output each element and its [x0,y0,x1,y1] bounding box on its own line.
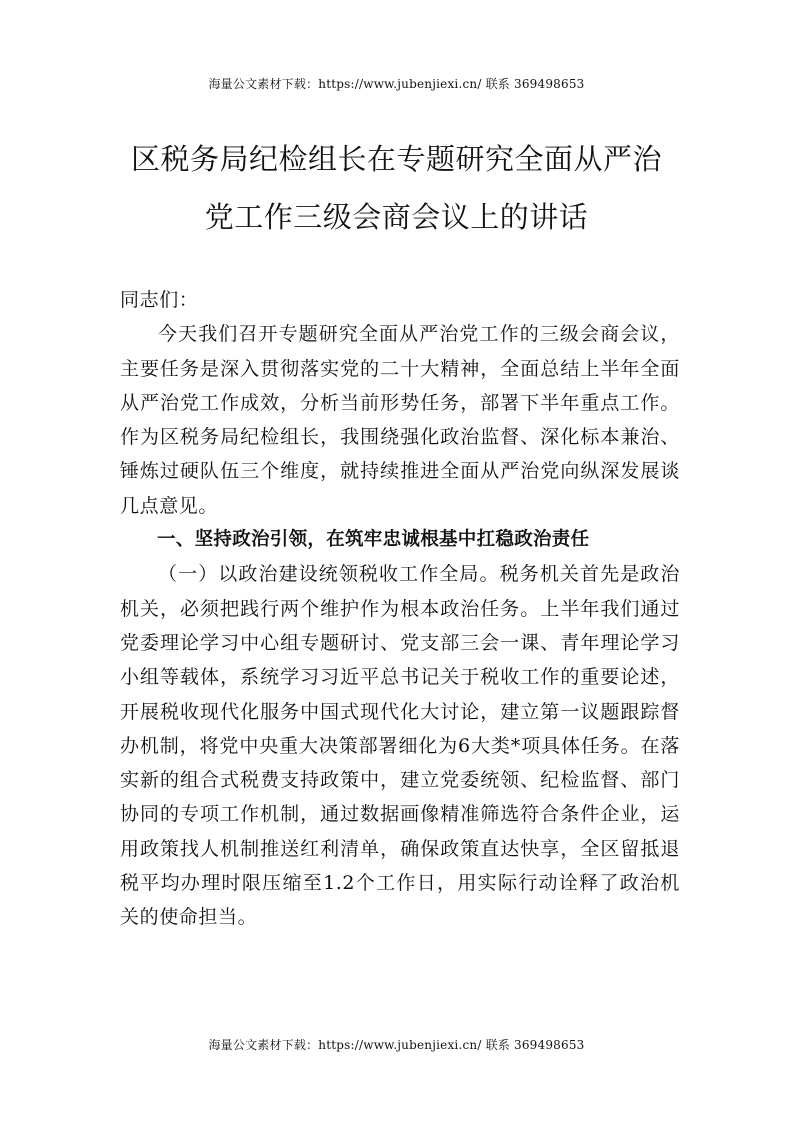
section-heading-1: 一、坚持政治引领，在筑牢忠诚根基中扛稳政治责任 [157,529,590,551]
document-title [60,130,733,246]
salutation: 同志们： [120,289,199,311]
header-source-note: 海量公文素材下载：https://www.jubenjiexi.cn/ 联系 369498653 [208,77,585,91]
subsection-paragraph-1 [120,557,680,934]
title-line-1: 区税务局纪检组长在专题研究全面从严治 [130,142,662,176]
subsection-lead-1: （一）以政治建设统领税收工作全局。 [158,563,500,586]
title-line-2: 党工作三级会商会议上的讲话 [204,200,589,234]
subsection-text-1: 税务机关首先是政治机关，必须把践行两个维护作为根本政治任务。上半年我们通过党委理论学习中心组专题研讨、党支部三会一课、青年理论学习小组等载体，系统学习习近平总书记关于税收工作的重要论述，开展税收现代化服务中国式现代化大讨论，建立第一议题跟踪督办机制，将党中央重大决策部署细化为6大类*项具体任务。在落实新的组合式税费支持政策中，建立党委统领、纪检监督、部门协同的专项工作机制，通过数据画像精准筛选符合条件企业，运用政策找人机制推送红利清单，确保政策直达快享，全区留抵退税平均办理时限压缩至1.2个工作日，用实际行动诠释了政治机关的使命担当。 [120,563,681,929]
document-body [120,283,680,935]
intro-paragraph: 今天我们召开专题研究全面从严治党工作的三级会商会议，主要任务是深入贯彻落实党的二十大精神，全面总结上半年全面从严治党工作成效，分析当前形势任务，部署下半年重点工作。作为区税务局纪检组长，我围绕强化政治监督、深化标本兼治、锤炼过硬队伍三个维度，就持续推进全面从严治党向纵深发展谈几点意见。 [120,323,680,517]
footer-source-note: 海量公文素材下载：https://www.jubenjiexi.cn/ 联系 369498653 [208,1038,585,1052]
